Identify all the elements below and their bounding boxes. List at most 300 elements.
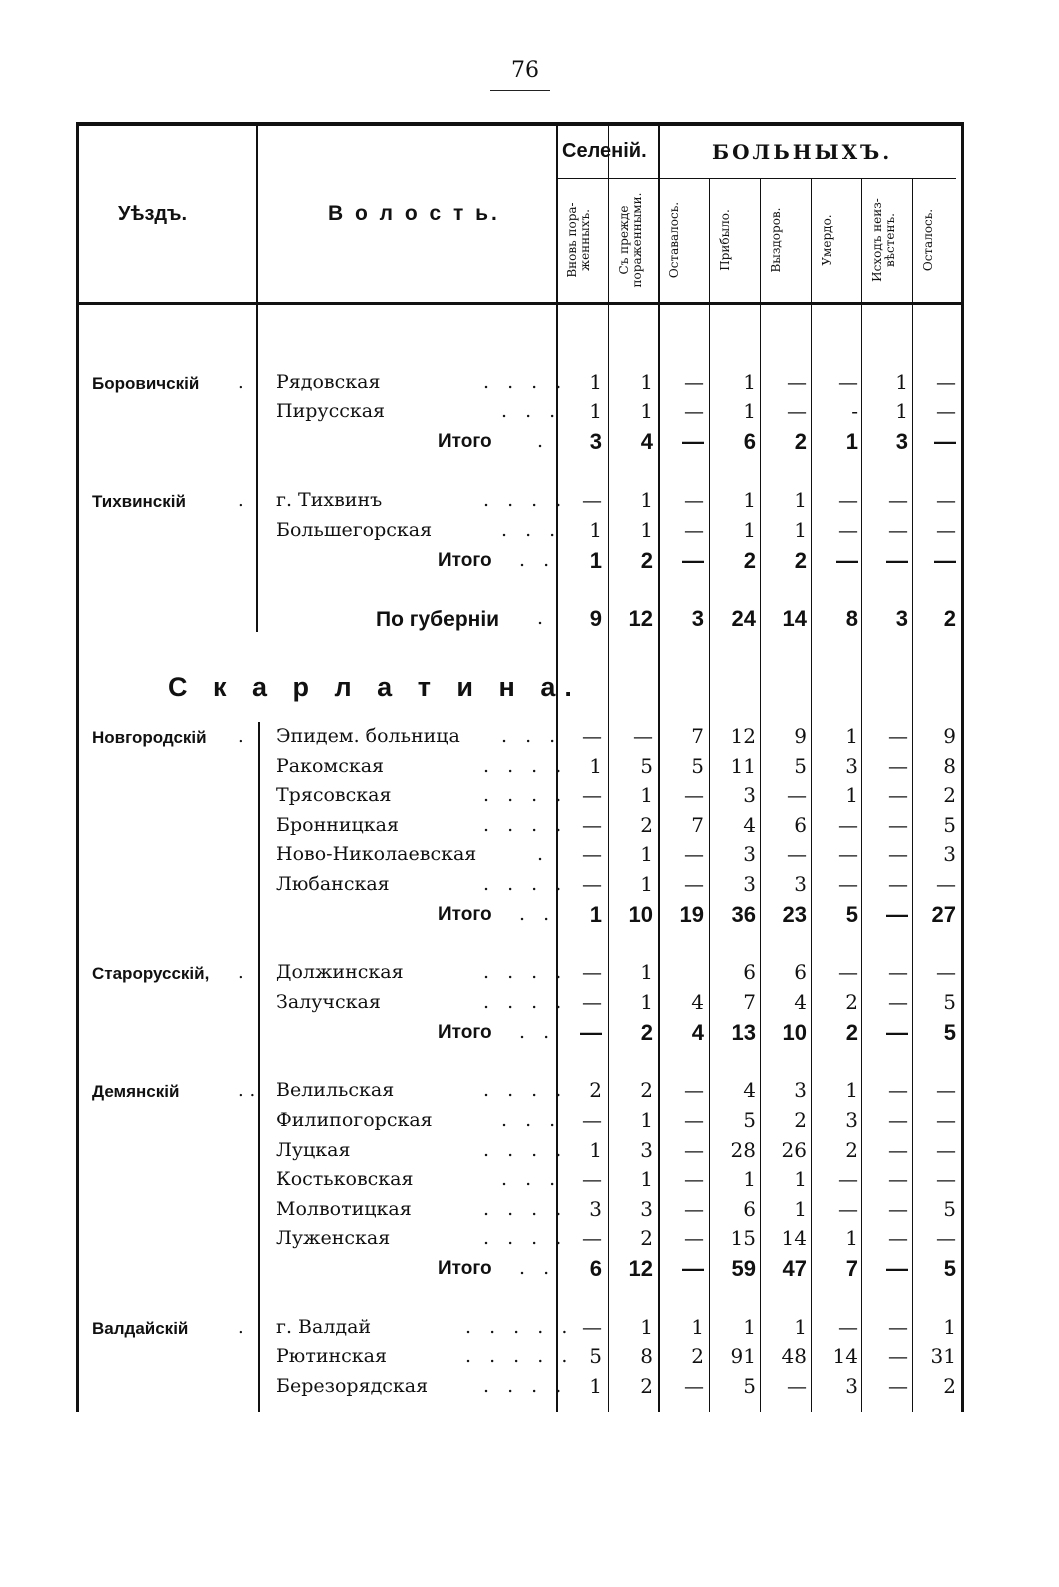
value-cell: — <box>684 488 704 512</box>
itogo-label: Итого <box>438 1022 492 1043</box>
value-cell: — <box>936 960 956 984</box>
value-cell: — <box>888 724 908 748</box>
value-cell: 1 <box>743 488 756 512</box>
value-cell: 7 <box>691 813 704 837</box>
value-cell: — <box>787 1374 807 1398</box>
value-cell: 14 <box>832 1344 858 1368</box>
value-cell: — <box>888 1344 908 1368</box>
value-cell: — <box>633 724 653 748</box>
value-cell: 5 <box>943 1256 956 1281</box>
value-cell: — <box>888 1108 908 1132</box>
value-cell: 5 <box>943 1020 956 1045</box>
value-cell: 5 <box>845 902 858 927</box>
page-number: 76 <box>511 58 539 83</box>
value-cell: — <box>582 872 602 896</box>
value-cell: — <box>582 842 602 866</box>
value-cell: 1 <box>794 488 807 512</box>
value-cell: 2 <box>943 1374 956 1398</box>
value-cell: 1 <box>743 518 756 542</box>
value-cell: 3 <box>794 872 807 896</box>
table-row <box>0 1342 1059 1372</box>
value-cell: 2 <box>691 1344 704 1368</box>
table-row <box>0 1106 1059 1136</box>
value-cell: 48 <box>781 1344 807 1368</box>
value-cell: 1 <box>743 1315 756 1339</box>
value-cell: 1 <box>589 902 602 927</box>
leader-dots: . . <box>238 1080 256 1101</box>
value-cell: — <box>580 1020 602 1045</box>
column-header: Съ прежде пораженными. <box>617 192 644 288</box>
value-cell: 2 <box>794 429 807 454</box>
uezd-name: Боровичскій <box>92 374 200 393</box>
value-cell: — <box>888 783 908 807</box>
value-cell: 2 <box>845 990 858 1014</box>
value-cell: — <box>684 842 704 866</box>
volost-name: г. Валдай <box>276 1316 372 1338</box>
table-row <box>0 840 1059 870</box>
leader-dots: . . <box>519 1021 556 1043</box>
uezd-name: Старорусскій, <box>92 964 210 983</box>
value-cell: 5 <box>691 754 704 778</box>
leader-dots: . . . . . <box>465 1345 574 1367</box>
leader-dots: . <box>238 372 244 393</box>
table-row <box>0 1313 1059 1343</box>
value-cell: 1 <box>640 872 653 896</box>
value-cell: 3 <box>589 1197 602 1221</box>
value-cell: 3 <box>845 754 858 778</box>
value-cell: 91 <box>730 1344 756 1368</box>
value-cell: 1 <box>691 1315 704 1339</box>
value-cell: 2 <box>589 1078 602 1102</box>
volost-name: Ново-Николаевская <box>276 843 477 865</box>
leader-dots: . . . <box>501 400 562 422</box>
leader-dots: . . . . <box>483 1198 568 1220</box>
value-cell: — <box>888 813 908 837</box>
value-cell: — <box>936 1078 956 1102</box>
table-row <box>0 1018 1059 1048</box>
leader-dots: . <box>238 490 244 511</box>
leader-dots: . . . <box>501 1168 562 1190</box>
value-cell: 5 <box>589 1344 602 1368</box>
value-cell: — <box>787 370 807 394</box>
value-cell: — <box>684 1197 704 1221</box>
leader-dots: . . . . <box>483 755 568 777</box>
leader-dots: . . . . <box>483 489 568 511</box>
value-cell: — <box>684 370 704 394</box>
table-row <box>0 368 1059 398</box>
value-cell: 4 <box>691 1020 704 1045</box>
leader-dots: . <box>238 962 244 983</box>
volost-name: г. Тихвинъ <box>276 489 383 511</box>
value-cell: 1 <box>640 1108 653 1132</box>
column-header: Умердо. <box>820 214 834 266</box>
leader-dots: . . . . . <box>465 1316 574 1338</box>
column-header: Оставалось. <box>667 201 681 279</box>
volost-name: Ракомская <box>276 755 385 777</box>
value-cell: — <box>936 1167 956 1191</box>
value-cell: 3 <box>743 783 756 807</box>
value-cell: 3 <box>895 606 908 631</box>
value-cell: 1 <box>794 1315 807 1339</box>
value-cell: 4 <box>794 990 807 1014</box>
value-cell: 47 <box>782 1256 807 1281</box>
table-row <box>0 486 1059 516</box>
uezd-name: Валдайскій <box>92 1319 189 1338</box>
value-cell: — <box>888 990 908 1014</box>
value-cell: — <box>936 1226 956 1250</box>
value-cell: — <box>787 399 807 423</box>
value-cell: 3 <box>743 872 756 896</box>
value-cell: 1 <box>589 754 602 778</box>
value-cell: 1 <box>845 429 858 454</box>
value-cell: 3 <box>895 429 908 454</box>
value-cell: — <box>684 518 704 542</box>
value-cell: 14 <box>782 606 807 631</box>
volost-name: Любанская <box>276 873 390 895</box>
volost-name: Велильская <box>276 1079 395 1101</box>
header-uezd: Уѣздъ. <box>118 203 188 225</box>
value-cell: — <box>888 754 908 778</box>
value-cell: 4 <box>640 429 653 454</box>
column-header: Осталось. <box>921 208 935 272</box>
value-cell: — <box>888 1226 908 1250</box>
section-title-scarlatina: С к а р л а т и н а. <box>168 672 581 702</box>
itogo-label: Итого <box>438 431 492 452</box>
leader-dots: . . . . <box>483 784 568 806</box>
volost-name: Бронницкая <box>276 814 399 836</box>
value-cell: — <box>888 518 908 542</box>
value-cell: — <box>838 842 858 866</box>
column-header: Прибыло. <box>718 209 732 271</box>
value-cell: 3 <box>794 1078 807 1102</box>
value-cell: — <box>838 960 858 984</box>
value-cell: — <box>838 1315 858 1339</box>
table-row <box>0 397 1059 427</box>
value-cell: 1 <box>640 842 653 866</box>
table-row <box>0 781 1059 811</box>
leader-dots: . . . <box>501 1109 562 1131</box>
group-header-rule <box>556 178 956 179</box>
value-cell: 10 <box>628 902 653 927</box>
value-cell: 1 <box>845 724 858 748</box>
value-cell: 8 <box>845 606 858 631</box>
value-cell: — <box>682 1256 704 1281</box>
uezd-name: Демянскій <box>92 1082 180 1101</box>
volost-name: Должинская <box>276 961 404 983</box>
value-cell: 31 <box>930 1344 956 1368</box>
volost-name: Большегорская <box>276 519 433 541</box>
value-cell: 12 <box>730 724 756 748</box>
value-cell: 2 <box>794 548 807 573</box>
table-row <box>0 958 1059 988</box>
leader-dots: . <box>537 607 550 629</box>
value-cell: — <box>684 1226 704 1250</box>
value-cell: — <box>838 1167 858 1191</box>
header-bolnykh: БОЛЬНЫХЪ. <box>712 140 893 164</box>
value-cell: — <box>936 1108 956 1132</box>
leader-dots: . . . <box>501 519 562 541</box>
value-cell: 3 <box>943 842 956 866</box>
volost-name: Березорядская <box>276 1375 429 1397</box>
value-cell: 8 <box>640 1344 653 1368</box>
value-cell: 4 <box>691 990 704 1014</box>
value-cell: 5 <box>943 1197 956 1221</box>
leader-dots: . <box>238 726 244 747</box>
value-cell: 4 <box>743 813 756 837</box>
leader-dots: . <box>238 1317 244 1338</box>
value-cell: — <box>682 429 704 454</box>
value-cell: 2 <box>743 548 756 573</box>
value-cell: 36 <box>731 902 756 927</box>
table-row <box>0 1372 1059 1402</box>
value-cell: — <box>684 1078 704 1102</box>
page-number-underline <box>490 90 550 91</box>
value-cell: — <box>838 1197 858 1221</box>
leader-dots: . <box>537 430 550 452</box>
value-cell: — <box>936 1138 956 1162</box>
value-cell: — <box>684 783 704 807</box>
value-cell: 3 <box>640 1138 653 1162</box>
volost-name: Трясовская <box>276 784 392 806</box>
value-cell: 14 <box>781 1226 807 1250</box>
value-cell: — <box>684 1374 704 1398</box>
value-cell: — <box>582 1315 602 1339</box>
value-cell: 10 <box>782 1020 807 1045</box>
value-cell: 5 <box>743 1374 756 1398</box>
value-cell: 5 <box>640 754 653 778</box>
value-cell: 1 <box>589 1374 602 1398</box>
value-cell: — <box>888 1197 908 1221</box>
table-row <box>0 1136 1059 1166</box>
table-row <box>0 752 1059 782</box>
header-volost: В о л о с т ь. <box>328 202 500 225</box>
value-cell: 2 <box>943 606 956 631</box>
value-cell: — <box>888 1138 908 1162</box>
itogo-label: Итого <box>438 904 492 925</box>
value-cell: 2 <box>943 783 956 807</box>
value-cell: 1 <box>589 399 602 423</box>
value-cell: 27 <box>931 902 956 927</box>
table-row <box>0 1195 1059 1225</box>
leader-dots: . . . . <box>483 873 568 895</box>
value-cell: 1 <box>589 518 602 542</box>
value-cell: 5 <box>943 990 956 1014</box>
value-cell: 1 <box>640 370 653 394</box>
value-cell: — <box>838 370 858 394</box>
header-bottom-rule <box>76 302 964 305</box>
value-cell: — <box>888 1078 908 1102</box>
value-cell: — <box>684 1108 704 1132</box>
volost-name: Залучская <box>276 991 381 1013</box>
volost-name: Молвотицкая <box>276 1198 412 1220</box>
value-cell: — <box>684 1167 704 1191</box>
table-row <box>0 900 1059 930</box>
value-cell: — <box>582 990 602 1014</box>
value-cell: 5 <box>794 754 807 778</box>
column-header: Выздоров. <box>769 207 783 273</box>
value-cell: 23 <box>782 902 807 927</box>
table-row <box>0 604 1059 634</box>
value-cell: — <box>886 1256 908 1281</box>
value-cell: — <box>582 1167 602 1191</box>
value-cell: 2 <box>640 548 653 573</box>
value-cell: — <box>936 370 956 394</box>
value-cell: 1 <box>589 1138 602 1162</box>
value-cell: — <box>888 960 908 984</box>
leader-dots: . . . . <box>483 1375 568 1397</box>
value-cell: 1 <box>794 1167 807 1191</box>
itogo-label: Итого <box>438 550 492 571</box>
value-cell: 1 <box>845 1226 858 1250</box>
value-cell: — <box>888 872 908 896</box>
value-cell: 1 <box>895 399 908 423</box>
leader-dots: . . . <box>501 725 562 747</box>
itogo-label: Итого <box>438 1258 492 1279</box>
value-cell: — <box>886 902 908 927</box>
value-cell: — <box>888 1374 908 1398</box>
volost-name: Луженская <box>276 1227 391 1249</box>
value-cell: 6 <box>794 960 807 984</box>
value-cell: 1 <box>845 783 858 807</box>
value-cell: 6 <box>743 1197 756 1221</box>
value-cell: — <box>936 518 956 542</box>
value-cell: 5 <box>943 813 956 837</box>
value-cell: — <box>787 783 807 807</box>
volost-name: Костьковская <box>276 1168 414 1190</box>
value-cell: 2 <box>640 1226 653 1250</box>
value-cell: — <box>936 488 956 512</box>
value-cell: — <box>934 429 956 454</box>
leader-dots: . . . . <box>483 991 568 1013</box>
volost-name: Рютинская <box>276 1345 387 1367</box>
value-cell: 15 <box>730 1226 756 1250</box>
table-row <box>0 1254 1059 1284</box>
value-cell: — <box>934 548 956 573</box>
leader-dots: . <box>537 843 550 865</box>
value-cell: — <box>582 783 602 807</box>
table-row <box>0 988 1059 1018</box>
value-cell: — <box>838 488 858 512</box>
value-cell: 1 <box>640 960 653 984</box>
value-cell: 12 <box>628 1256 653 1281</box>
table-row <box>0 427 1059 457</box>
value-cell: — <box>836 548 858 573</box>
value-cell: — <box>888 1315 908 1339</box>
table-row <box>0 811 1059 841</box>
leader-dots: . . . . <box>483 371 568 393</box>
value-cell: — <box>936 872 956 896</box>
volost-name: Луцкая <box>276 1139 351 1161</box>
value-cell: 1 <box>743 399 756 423</box>
value-cell: 3 <box>640 1197 653 1221</box>
value-cell: 2 <box>845 1138 858 1162</box>
value-cell: 2 <box>845 1020 858 1045</box>
value-cell: — <box>936 399 956 423</box>
value-cell: 1 <box>743 1167 756 1191</box>
table-row <box>0 516 1059 546</box>
column-header: Вновь пора-женныхъ. <box>565 202 592 278</box>
value-cell: — <box>684 872 704 896</box>
value-cell: 5 <box>743 1108 756 1132</box>
value-cell: — <box>582 1226 602 1250</box>
value-cell: 8 <box>943 754 956 778</box>
value-cell: 1 <box>794 1197 807 1221</box>
value-cell: 1 <box>794 518 807 542</box>
value-cell: 26 <box>781 1138 807 1162</box>
value-cell: 4 <box>743 1078 756 1102</box>
value-cell: 1 <box>640 783 653 807</box>
header-seleniy: Селенiй. <box>562 140 647 162</box>
value-cell: 2 <box>640 813 653 837</box>
value-cell: 3 <box>845 1374 858 1398</box>
value-cell: 1 <box>895 370 908 394</box>
uezd-name: Новгородскій <box>92 728 207 747</box>
value-cell: — <box>886 1020 908 1045</box>
table-row <box>0 870 1059 900</box>
value-cell: 3 <box>691 606 704 631</box>
leader-dots: . . . . <box>483 961 568 983</box>
value-cell: 9 <box>589 606 602 631</box>
table-row <box>0 1076 1059 1106</box>
value-cell: 1 <box>943 1315 956 1339</box>
value-cell: — <box>582 1108 602 1132</box>
value-cell: — <box>888 1167 908 1191</box>
value-cell: 9 <box>943 724 956 748</box>
leader-dots: . . . . <box>483 1079 568 1101</box>
value-cell: — <box>582 813 602 837</box>
value-cell: 7 <box>845 1256 858 1281</box>
value-cell: 13 <box>731 1020 756 1045</box>
value-cell: 1 <box>640 488 653 512</box>
value-cell: — <box>838 872 858 896</box>
table-row <box>0 722 1059 752</box>
value-cell: 2 <box>640 1374 653 1398</box>
value-cell: — <box>684 399 704 423</box>
value-cell: 7 <box>743 990 756 1014</box>
volost-name: Пирусская <box>276 400 386 422</box>
value-cell: 1 <box>640 990 653 1014</box>
value-cell: — <box>838 813 858 837</box>
table-top-rule <box>76 122 964 126</box>
value-cell: 2 <box>640 1078 653 1102</box>
value-cell: — <box>582 488 602 512</box>
leader-dots: . . <box>519 903 556 925</box>
value-cell: — <box>682 548 704 573</box>
volost-name: Эпидем. больница <box>276 725 460 747</box>
value-cell: — <box>888 842 908 866</box>
value-cell: 3 <box>589 429 602 454</box>
value-cell: — <box>787 842 807 866</box>
value-cell: — <box>684 1138 704 1162</box>
value-cell: 1 <box>589 548 602 573</box>
value-cell: — <box>888 488 908 512</box>
value-cell: 1 <box>640 518 653 542</box>
value-cell: 1 <box>743 370 756 394</box>
table-row <box>0 1165 1059 1195</box>
volost-name: Филипогорская <box>276 1109 433 1131</box>
value-cell: 1 <box>845 1078 858 1102</box>
leader-dots: . . <box>519 549 556 571</box>
value-cell: 6 <box>589 1256 602 1281</box>
value-cell: 1 <box>640 399 653 423</box>
leader-dots: . . . . <box>483 814 568 836</box>
value-cell: 6 <box>743 429 756 454</box>
value-cell: 12 <box>628 606 653 631</box>
value-cell: - <box>851 399 858 423</box>
value-cell: 24 <box>731 606 756 631</box>
gubernia-total-label: По губернiи <box>376 608 500 631</box>
value-cell: 6 <box>794 813 807 837</box>
